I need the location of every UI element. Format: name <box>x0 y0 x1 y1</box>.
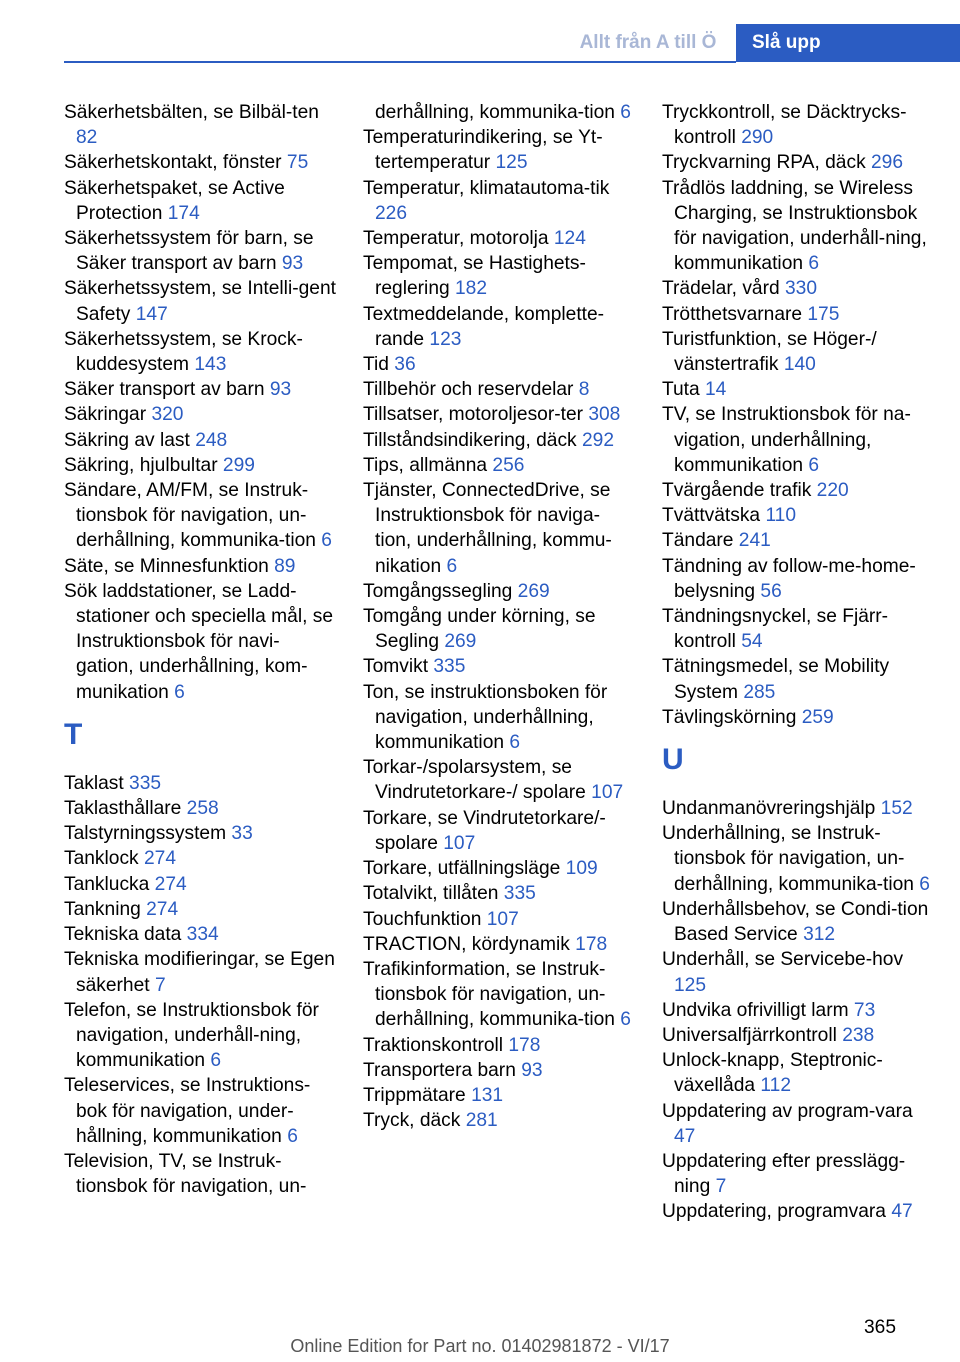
index-entry <box>64 377 336 402</box>
lookup-tab[interactable]: Slå upp <box>736 24 960 62</box>
index-entry-text: Ton, se instruktionsboken för navigation, underhållning, kommunikation <box>363 681 608 754</box>
page-reference-link[interactable]: 147 <box>135 303 168 325</box>
index-entry <box>64 276 336 326</box>
index-entry <box>662 302 934 327</box>
index-entry <box>64 453 336 478</box>
index-entry-text: Säkerhetskontakt, fönster <box>64 152 287 174</box>
page-reference-link[interactable]: 33 <box>231 823 253 845</box>
index-entry-text: Tryckkontroll, se Däcktrycks-kontroll <box>662 102 907 149</box>
index-entry <box>363 428 635 453</box>
index-entry <box>363 755 635 805</box>
index-entry-text: Touchfunktion <box>363 908 487 930</box>
index-entry <box>662 478 934 503</box>
index-entry <box>363 957 635 1033</box>
index-entry <box>363 402 635 427</box>
index-entry <box>662 402 934 478</box>
index-entry <box>662 796 934 821</box>
page-reference-link[interactable]: 6 <box>919 873 930 895</box>
index-entry-text: Trötthetsvarnare <box>662 303 808 325</box>
index-entry <box>662 327 934 377</box>
index-entry-text: Sök laddstationer, se Ladd-stationer och speciella mål, se Instruktionsbok för navi-gation, underhållning, kom-munikation <box>64 580 334 703</box>
page-reference-link[interactable]: 6 <box>446 555 458 577</box>
index-entry <box>64 478 336 554</box>
index-entry <box>64 1149 336 1199</box>
index-entry-text: Tändare <box>662 530 739 552</box>
index-entry <box>363 377 635 402</box>
index-entry <box>363 1108 635 1133</box>
index-entry <box>662 276 934 301</box>
index-entry <box>363 226 635 251</box>
index-entry-text: Tankning <box>64 898 147 920</box>
index-entry <box>662 897 934 947</box>
page-reference-link[interactable]: 36 <box>394 354 416 376</box>
index-entry <box>662 604 934 654</box>
page-reference-link[interactable]: 178 <box>508 1034 541 1056</box>
page-reference-link[interactable]: 292 <box>581 429 614 451</box>
index-entry-text: Uppdatering efter presslägg-ning <box>662 1150 906 1198</box>
page-reference-link[interactable]: 334 <box>186 924 219 946</box>
page-reference-link[interactable]: 56 <box>760 580 782 602</box>
index-entry <box>662 654 934 704</box>
index-entry <box>363 478 635 579</box>
index-entry-text: Torkare, utfällningsläge <box>363 858 566 880</box>
index-entry-text: Teleservices, se Instruktions-bok för navigation, under-hållning, kommunikation <box>64 1075 311 1147</box>
index-entry <box>363 680 635 756</box>
page-reference-link[interactable]: 238 <box>842 1024 875 1046</box>
index-entry-text: Tempomat, se Hastighets-reglering <box>363 253 586 300</box>
page-reference-link[interactable]: 335 <box>433 656 466 678</box>
index-entry <box>363 881 635 906</box>
index-entry <box>363 1033 635 1058</box>
index-entry <box>64 554 336 579</box>
index-entry <box>363 932 635 957</box>
page-number: 365 <box>863 1317 896 1338</box>
index-entry <box>64 100 336 150</box>
index-entry <box>363 1058 635 1083</box>
page-reference-link[interactable]: 241 <box>738 530 771 552</box>
page-reference-link[interactable]: 125 <box>674 974 707 996</box>
page-reference-link[interactable]: 131 <box>471 1084 504 1106</box>
page-reference-link[interactable]: 248 <box>195 429 228 451</box>
page-reference-link[interactable]: 258 <box>186 798 219 820</box>
index-entry <box>64 176 336 226</box>
page-reference-link[interactable]: 312 <box>803 924 836 946</box>
page-reference-link[interactable]: 6 <box>174 681 185 703</box>
page-reference-link[interactable]: 6 <box>287 1125 298 1147</box>
page-reference-link[interactable]: 89 <box>274 555 296 577</box>
page-reference-link[interactable]: 259 <box>801 706 834 728</box>
index-entry-text: Säkerhetssystem, se Krock-kuddesystem <box>64 328 303 376</box>
page-reference-link[interactable]: 256 <box>492 454 525 476</box>
page-reference-link[interactable]: 7 <box>154 974 166 996</box>
page-reference-link[interactable]: 75 <box>286 152 309 174</box>
index-column-1 <box>64 100 336 1199</box>
index-entry <box>363 176 635 226</box>
index-entry <box>64 402 336 427</box>
page-reference-link[interactable]: 7 <box>715 1176 727 1198</box>
page-reference-link[interactable]: 93 <box>521 1059 543 1081</box>
index-entry <box>64 796 336 821</box>
index-entry <box>363 125 635 175</box>
index-entry <box>64 872 336 897</box>
page-reference-link[interactable]: 182 <box>455 278 488 300</box>
page-reference-link[interactable]: 320 <box>151 404 184 426</box>
page-reference-link[interactable]: 281 <box>465 1110 498 1132</box>
index-entry <box>64 821 336 846</box>
header-rule <box>64 61 736 63</box>
section-label[interactable]: Allt från A till Ö <box>579 32 717 53</box>
page-reference-link[interactable]: 175 <box>807 303 840 325</box>
page-reference-link[interactable]: 178 <box>575 933 608 955</box>
page-reference-link[interactable]: 82 <box>76 127 98 149</box>
index-entry-text: Trådlös laddning, se Wireless Charging, se Instruktionsbok för navigation, underhåll-ning, kommunikation <box>662 177 927 275</box>
index-entry <box>64 922 336 947</box>
page-reference-link[interactable]: 107 <box>443 832 476 854</box>
index-entry-text: Totalvikt, tillåten <box>363 883 504 905</box>
page-reference-link[interactable]: 330 <box>785 278 818 300</box>
index-entry-text: Taklasthållare <box>64 798 187 820</box>
index-entry-text: Säkerhetssystem, se Intelli-gent Safety <box>64 278 336 325</box>
index-entry <box>662 1099 934 1149</box>
index-entry-text: Tjänster, ConnectedDrive, se Instruktionsbok för naviga-tion, underhållning, kommu-nikation <box>363 480 612 577</box>
page-reference-link[interactable]: 93 <box>269 379 292 401</box>
index-entry-text: Uppdatering, programvara <box>662 1201 892 1223</box>
page-reference-link[interactable]: 220 <box>816 480 849 502</box>
index-entry-text: Underhållning, se Instruk-tionsbok för navigation, un-derhållning, kommunika-tion <box>662 823 920 895</box>
index-entry <box>363 1083 635 1108</box>
index-entry-text: Tvärgående trafik <box>662 480 817 502</box>
page-reference-link[interactable]: 6 <box>808 253 820 275</box>
index-entry-text: Säker transport av barn <box>64 379 270 401</box>
index-entry <box>662 554 934 604</box>
index-entry-text: Tanklock <box>64 848 144 870</box>
index-entry-text: Tomgång under körning, se Segling <box>363 606 596 653</box>
index-entry-text: Unlock-knapp, Steptronic-växellåda <box>662 1050 883 1097</box>
index-entry-text: Säkring, hjulbultar <box>64 454 223 476</box>
index-entry <box>363 100 635 125</box>
index-entry-text: Tid <box>363 354 395 376</box>
index-column-3 <box>662 100 934 1225</box>
index-entry <box>662 821 934 897</box>
index-entry <box>662 998 934 1023</box>
index-entry-text: Universalfjärrkontroll <box>662 1024 843 1046</box>
page-reference-link[interactable]: 73 <box>853 999 876 1021</box>
index-entry-text: Underhåll, se Servicebe-hov <box>662 949 904 971</box>
page-reference-link[interactable]: 8 <box>578 379 590 401</box>
page-reference-link[interactable]: 335 <box>129 772 162 794</box>
index-entry-text: Tillsatser, motoroljesor-ter <box>363 404 589 426</box>
index-entry-text: Tändning av follow-me-home-belysning <box>662 555 916 602</box>
index-entry <box>363 806 635 856</box>
page-reference-link[interactable]: 274 <box>154 873 187 895</box>
index-entry-text: Taklast <box>64 772 130 794</box>
index-entry-text: Undanmanövreringshjälp <box>662 798 881 820</box>
index-entry <box>64 327 336 377</box>
index-entry-text: Textmeddelande, komplette-rande <box>363 303 605 350</box>
index-entry <box>64 226 336 276</box>
index-entry-text: Television, TV, se Instruk-tionsbok för navigation, un- <box>64 1150 307 1198</box>
page-reference-link[interactable]: 274 <box>143 848 176 870</box>
index-entry <box>662 1149 934 1199</box>
page-reference-link[interactable]: 140 <box>783 354 816 376</box>
index-entry-text: Temperatur, motorolja <box>363 228 554 250</box>
page-reference-link[interactable]: 143 <box>194 354 227 376</box>
index-entry-text: Undvika ofrivilligt larm <box>662 999 854 1021</box>
index-entry <box>662 528 934 553</box>
index-entry-text: Trädelar, vård <box>662 278 785 300</box>
page-reference-link[interactable]: 6 <box>808 454 820 476</box>
page-reference-link[interactable]: 123 <box>429 328 462 350</box>
index-entry <box>64 428 336 453</box>
index-entry-text: Telefon, se Instruktionsbok för navigation, underhåll-ning, kommunikation <box>64 999 319 1072</box>
page-reference-link[interactable]: 152 <box>880 798 913 820</box>
index-entry-text: Trippmätare <box>363 1084 472 1106</box>
index-entry <box>662 705 934 730</box>
index-entry <box>64 947 336 997</box>
index-entry-text: Underhållsbehov, se Condi-tion Based Service <box>662 898 929 946</box>
index-entry-text: Traktionskontroll <box>363 1034 509 1056</box>
page-reference-link[interactable]: 269 <box>444 631 477 653</box>
index-entry <box>64 1073 336 1149</box>
index-letter-heading: U <box>662 743 684 777</box>
index-entry-text: TV, se Instruktionsbok för na-vigation, underhållning, kommunikation <box>662 404 911 476</box>
index-entry-text: Tätningsmedel, se Mobility System <box>662 656 890 703</box>
index-entry-text: TRACTION, kördynamik <box>363 933 576 955</box>
index-entry-text: Turistfunktion, se Höger-/ vänstertrafik <box>662 328 877 376</box>
index-entry <box>64 771 336 796</box>
page-reference-link[interactable]: 124 <box>553 228 586 250</box>
index-entry <box>662 100 934 150</box>
index-entry-text: Tryckvarning RPA, däck <box>662 152 871 174</box>
index-entry-text: Tryck, däck <box>363 1110 466 1132</box>
index-entry-text: Tekniska data <box>64 924 187 946</box>
index-entry <box>64 150 336 175</box>
index-entry <box>363 302 635 352</box>
page-reference-link[interactable]: 112 <box>760 1075 791 1097</box>
index-entry-text: Tävlingskörning <box>662 706 802 728</box>
index-entry-text: Talstyrningssystem <box>64 823 232 845</box>
index-entry <box>64 897 336 922</box>
index-entry <box>363 907 635 932</box>
index-entry-text: Säkerhetspaket, se Active Protection <box>64 177 285 224</box>
page-reference-link[interactable]: 54 <box>741 631 763 653</box>
index-entry-text: Tomgångssegling <box>363 580 518 602</box>
index-entry-text: Temperaturindikering, se Yt-tertemperatur <box>363 127 603 174</box>
index-entry <box>662 947 934 997</box>
index-entry-text: Tekniska modifieringar, se Egen säkerhet <box>64 949 335 996</box>
page-reference-link[interactable]: 299 <box>222 454 255 476</box>
index-entry-text: Trafikinformation, se Instruk-tionsbok för navigation, un-derhållning, kommunika-tion <box>363 958 621 1031</box>
index-entry-text: Tips, allmänna <box>363 454 493 476</box>
index-letter-heading: T <box>64 717 83 751</box>
index-entry-text: Tuta <box>662 379 706 401</box>
index-entry <box>662 150 934 175</box>
index-entry <box>363 604 635 654</box>
page-reference-link[interactable]: 290 <box>741 127 774 149</box>
page-reference-link[interactable]: 107 <box>591 782 624 804</box>
page-reference-link[interactable]: 174 <box>167 202 200 224</box>
index-entry-text: derhållning, kommunika-tion <box>375 102 621 123</box>
index-entry-text: Sändare, AM/FM, se Instruk-tionsbok för navigation, un-derhållning, kommunika-tion <box>64 480 322 552</box>
edition-footer: Online Edition for Part no. 01402981872 - VI/17 <box>290 1336 670 1356</box>
page-reference-link[interactable]: 6 <box>620 102 631 123</box>
index-entry <box>662 1048 934 1098</box>
index-entry-text: Säkringar <box>64 404 152 426</box>
page-reference-link[interactable]: 285 <box>743 681 776 703</box>
page-reference-link[interactable]: 274 <box>146 898 179 920</box>
page-header <box>0 0 960 62</box>
page-reference-link[interactable]: 93 <box>281 253 304 275</box>
index-entry-text: Torkare, se Vindrutetorkare/-spolare <box>363 807 606 854</box>
index-entry-text: Tändningsnyckel, se Fjärr-kontroll <box>662 606 889 653</box>
index-entry-text: Tillbehör och reservdelar <box>363 379 579 401</box>
index-entry <box>64 579 336 705</box>
index-entry-text: Tillståndsindikering, däck <box>363 429 582 451</box>
index-entry-text: Uppdatering av program-vara <box>662 1100 913 1122</box>
page-reference-link[interactable]: 6 <box>509 732 521 754</box>
page-reference-link[interactable]: 335 <box>503 883 536 905</box>
index-entry <box>363 251 635 301</box>
page-reference-link[interactable]: 226 <box>375 202 408 224</box>
index-entry-text: Tvättvätska <box>662 505 766 527</box>
page-reference-link[interactable]: 47 <box>891 1201 913 1223</box>
index-entry-text: Säkerhetssystem för barn, se Säker transport av barn <box>64 228 314 275</box>
page-reference-link[interactable]: 269 <box>517 580 550 602</box>
index-entry <box>363 856 635 881</box>
page-reference-link[interactable]: 14 <box>705 379 727 401</box>
index-entry-text: Tanklucka <box>64 873 155 895</box>
index-column-2 <box>363 100 635 1133</box>
index-entry <box>662 1199 934 1224</box>
page-reference-link[interactable]: 109 <box>565 858 598 880</box>
index-entry <box>363 352 635 377</box>
page-reference-link[interactable]: 296 <box>871 152 904 174</box>
index-entry <box>363 654 635 679</box>
index-entry <box>662 377 934 402</box>
index-entry <box>363 453 635 478</box>
index-entry <box>662 176 934 277</box>
index-entry-text: Säte, se Minnesfunktion <box>64 555 275 577</box>
index-entry-text: Säkerhetsbälten, se Bilbäl-ten <box>64 102 319 123</box>
index-entry <box>64 846 336 871</box>
page-reference-link[interactable]: 47 <box>674 1125 696 1147</box>
page-reference-link[interactable]: 6 <box>210 1050 222 1072</box>
page-reference-link[interactable]: 308 <box>588 404 621 426</box>
page-reference-link[interactable]: 6 <box>321 530 332 552</box>
index-entry-text: Temperatur, klimatautoma-tik <box>363 177 610 199</box>
index-entry <box>662 503 934 528</box>
page-reference-link[interactable]: 107 <box>486 908 519 930</box>
index-entry <box>64 998 336 1074</box>
index-entry <box>662 1023 934 1048</box>
index-entry-text: Transportera barn <box>363 1059 522 1081</box>
index-entry <box>363 579 635 604</box>
index-entry-text: Torkar-/spolarsystem, se Vindrutetorkare-/ spolare <box>363 757 592 804</box>
page-reference-link[interactable]: 110 <box>765 505 797 527</box>
index-entry-text: Tomvikt <box>363 656 434 678</box>
index-entry-text: Säkring av last <box>64 429 196 451</box>
page-reference-link[interactable]: 125 <box>495 152 528 174</box>
page-reference-link[interactable]: 6 <box>620 1009 631 1031</box>
